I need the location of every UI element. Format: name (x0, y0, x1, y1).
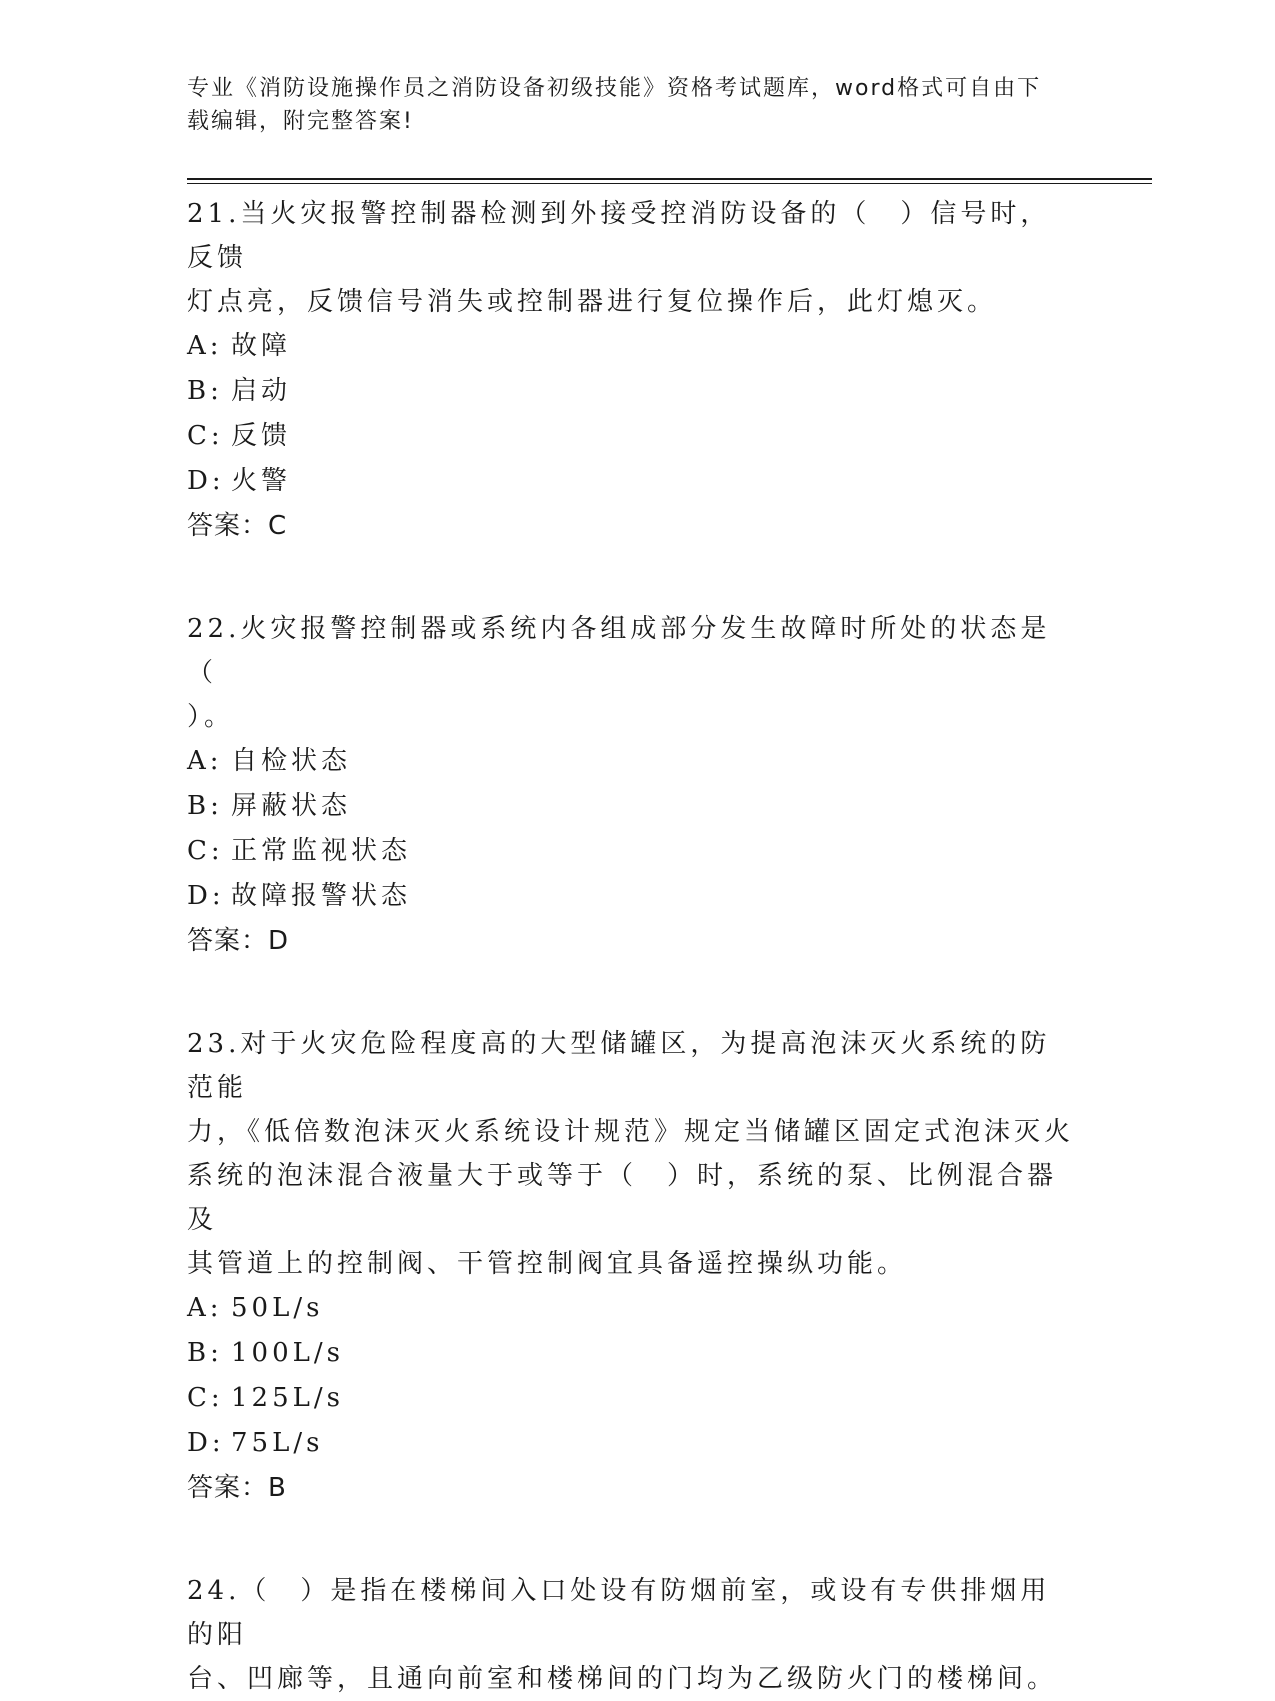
option-b (187, 1331, 1077, 1376)
question-22 (187, 607, 1077, 963)
option-key: D: (187, 466, 225, 496)
option-text: 75L/s (231, 1428, 324, 1458)
question-stem-line: 灯点亮，反馈信号消失或控制器进行复位操作后，此灯熄灭。 (187, 287, 998, 317)
option-key: A: (187, 1293, 223, 1323)
question-spacer (187, 963, 1077, 1022)
option-c (187, 414, 1077, 459)
option-text: 100L/s (231, 1338, 344, 1368)
option-key: B: (187, 1338, 223, 1368)
option-text: 故障 (231, 331, 292, 361)
document-header (187, 72, 1067, 138)
option-d (187, 1421, 1077, 1466)
question-stem-line: 24.（ ）是指在楼梯间入口处设有防烟前室，或设有专供排烟用的阳 (187, 1576, 1051, 1650)
option-key: C: (187, 836, 224, 866)
header-line-1: 专业《消防设施操作员之消防设备初级技能》资格考试题库，word格式可自由下 (187, 76, 1042, 101)
question-stem-line: 22.火灾报警控制器或系统内各组成部分发生故障时所处的状态是（ (187, 614, 1051, 688)
question-spacer (187, 1510, 1077, 1569)
question-spacer (187, 548, 1077, 607)
answer-line: 答案：D (187, 926, 290, 956)
option-key: D: (187, 1428, 225, 1458)
question-stem-line: 力，《低倍数泡沫灭火系统设计规范》规定当储罐区固定式泡沫灭火 (187, 1117, 1075, 1147)
option-key: D: (187, 881, 225, 911)
question-stem-line: 台、凹廊等，且通向前室和楼梯间的门均为乙级防火门的楼梯间。 (187, 1664, 1058, 1694)
option-c (187, 829, 1077, 874)
option-a (187, 324, 1077, 369)
question-stem-line: 23.对于火灾危险程度高的大型储罐区，为提高泡沫灭火系统的防范能 (187, 1029, 1051, 1103)
option-c (187, 1376, 1077, 1421)
option-a (187, 739, 1077, 784)
option-text: 启动 (231, 376, 292, 406)
option-text: 火警 (231, 466, 292, 496)
option-b (187, 369, 1077, 414)
option-text: 125L/s (231, 1383, 344, 1413)
option-b (187, 784, 1077, 829)
header-line-2: 载编辑，附完整答案! (187, 109, 414, 134)
option-key: C: (187, 421, 224, 451)
option-key: C: (187, 1383, 224, 1413)
question-stem-line: 21.当火灾报警控制器检测到外接受控消防设备的（ ）信号时，反馈 (187, 199, 1051, 273)
question-stem-line: 系统的泡沫混合液量大于或等于（ ）时，系统的泵、比例混合器及 (187, 1161, 1058, 1235)
option-key: A: (187, 331, 223, 361)
option-text: 故障报警状态 (231, 881, 412, 911)
option-text: 屏蔽状态 (231, 791, 352, 821)
option-d (187, 874, 1077, 919)
option-text: 自检状态 (231, 746, 352, 776)
option-key: B: (187, 791, 223, 821)
option-text: 正常监视状态 (231, 836, 412, 866)
option-key: B: (187, 376, 223, 406)
question-list (187, 192, 1077, 1701)
question-stem-line: ）。 (187, 702, 235, 732)
question-23 (187, 1022, 1077, 1510)
question-stem-line: 其管道上的控制阀、干管控制阀宜具备遥控操纵功能。 (187, 1249, 908, 1279)
option-key: A: (187, 746, 223, 776)
header-divider-thick (187, 178, 1152, 180)
option-d (187, 459, 1077, 504)
option-a (187, 1286, 1077, 1331)
header-divider-thin (187, 183, 1152, 184)
option-text: 反馈 (231, 421, 292, 451)
option-text: 50L/s (231, 1293, 324, 1323)
answer-line: 答案：C (187, 511, 288, 541)
answer-line: 答案：B (187, 1473, 287, 1503)
question-24 (187, 1569, 1077, 1701)
question-21 (187, 192, 1077, 548)
